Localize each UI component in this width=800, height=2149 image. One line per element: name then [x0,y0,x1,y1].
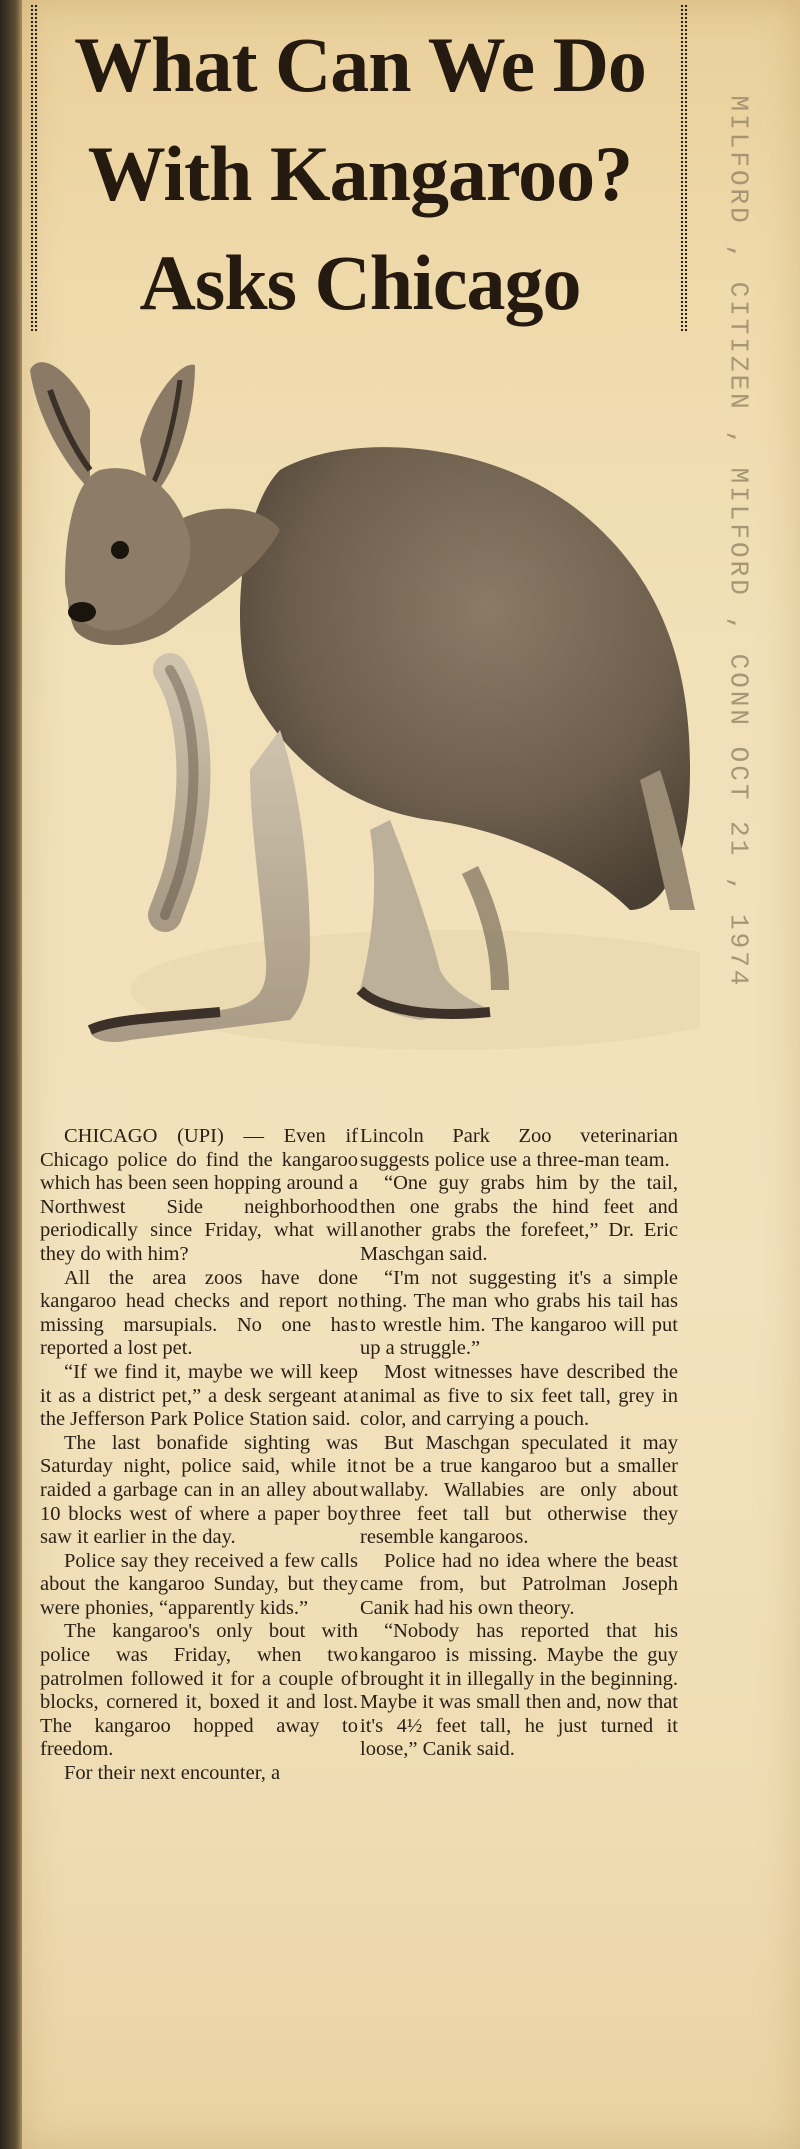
article-paragraph: “Nobody has reported that his kangaroo is missing. Maybe the guy brought it in illegally in the beginning. Maybe it was small then and, now that it's 4½ feet tall, he just turned it loose,” Canik said. [360,1620,678,1761]
date-stamp-text: MILFORD , CITIZEN , MILFORD , CONN OCT 21 , 1974 [723,95,754,989]
date-stamp [703,72,773,1012]
article-paragraph: “I'm not suggesting it's a simple thing. The man who grabs his tail has to wrestle him. The kangaroo will put up a struggle.” [360,1266,678,1360]
article-paragraph: For their next encounter, a [64,1762,281,1785]
kangaroo-photo [30,350,700,1095]
article-paragraph: CHICAGO (UPI) — Even if Chicago police do find the kangaroo which has been seen hopping around a Northwest Side neighborhood periodically since Friday, what will they do with him? [40,1125,358,1265]
article-column-right [360,1125,678,1762]
article-paragraph: All the area zoos have done kangaroo head checks and report no missing marsupials. No one has reported a lost pet. [40,1266,358,1360]
article-paragraph: The last bonafide sighting was Saturday night, police said, while it raided a garbage can in an alley about 10 blocks west of where a paper boy saw it earlier in the day. [40,1431,358,1549]
article-paragraph: Police had no idea where the beast came from, but Patrolman Joseph Canik had his own theory. [360,1549,678,1619]
headline-line-3: Asks Chicago [139,239,581,326]
article-paragraph: “If we find it, maybe we will keep it as a district pet,” a desk sergeant at the Jefferson Park Police Station said. [40,1360,358,1431]
headline-line-2: With Kangaroo? [87,130,633,217]
article-paragraph: Lincoln Park Zoo veterinarian suggests police use a three-man team. [360,1125,678,1171]
headline-border-right [680,4,688,332]
article-paragraph: Police say they received a few calls about the kangaroo Sunday, but they were phonies, “apparently kids.” [40,1549,358,1619]
headline-line-1: What Can We Do [74,21,646,108]
article-paragraph: Most witnesses have described the animal as five to six feet tall, grey in color, and carrying a pouch. [360,1360,678,1431]
article-paragraph: “One guy grabs him by the tail, then one grabs the hind feet and another grabs the forefeet,” Dr. Eric Maschgan said. [360,1172,678,1265]
article-column-left [40,1125,358,1786]
article-paragraph: The kangaroo's only bout with police was Friday, when two patrolmen followed it for a couple of blocks, cornered it, boxed it and lost. The kangaroo hopped away to freedom. [40,1620,358,1761]
headline-border-left [30,4,38,332]
article-paragraph: But Maschgan speculated it may not be a true kangaroo but a smaller wallaby. Wallabies are only about three feet tall but otherwise they resemble kangaroos. [360,1431,678,1549]
page-edge-shadow [0,0,22,2149]
